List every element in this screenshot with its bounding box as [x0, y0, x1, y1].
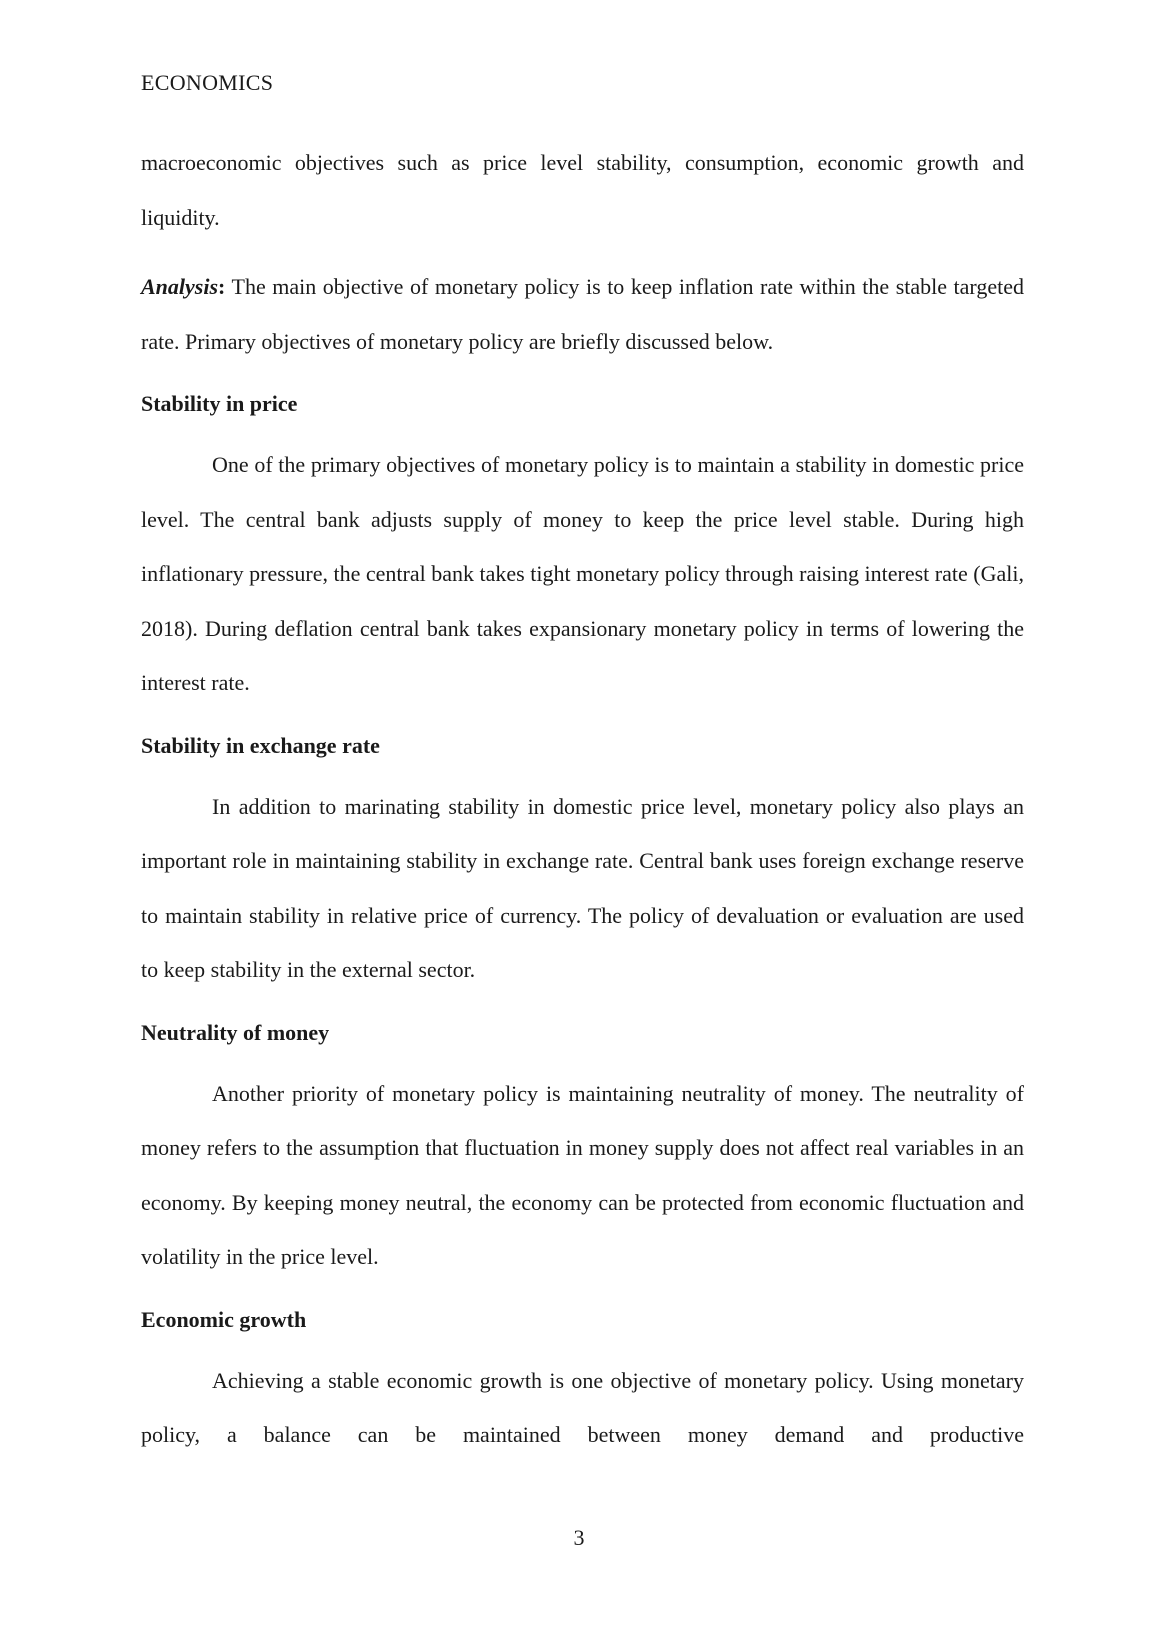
section-heading-price-stability: Stability in price [141, 391, 298, 416]
section-paragraph-exchange-rate: In addition to marinating stability in domestic price level, monetary policy also plays an important role in maintaining stability in exchange rate. Central bank uses foreign exchange reserve to maintain stability in relative price of currency. The policy of devaluation or evaluation are used to keep stability in the external sector. [141, 793, 1024, 982]
analysis-text: The main objective of monetary policy is to keep inflation rate within the stable targeted rate. Primary objectives of monetary policy are briefly discussed below. [141, 274, 1024, 354]
section-paragraph-price-stability: One of the primary objectives of monetary policy is to maintain a stability in domestic price level. The central bank adjusts supply of money to keep the price level stable. During high inflationary pressure, the central bank takes tight monetary policy through raising interest rate (Gali, 2018). During deflation central bank takes expansionary monetary policy in terms of lowering the interest rate. [141, 452, 1024, 695]
page-number: 3 [573, 1525, 585, 1550]
intro-paragraph: macroeconomic objectives such as price level stability, consumption, economic growth and liquidity. [141, 150, 1024, 230]
running-head: ECONOMICS [141, 70, 274, 95]
analysis-label: Analysis [141, 274, 219, 299]
section-paragraph-neutrality: Another priority of monetary policy is maintaining neutrality of money. The neutrality of money refers to the assumption that fluctuation in money supply does not affect real variables in an economy. By keeping money neutral, the economy can be protected from economic fluctuation and volatility in the price level. [141, 1080, 1024, 1269]
document-body [141, 136, 1024, 1463]
section-heading-neutrality: Neutrality of money [141, 1019, 330, 1045]
analysis-colon: : [218, 274, 226, 299]
section-heading-exchange-rate: Stability in exchange rate [141, 732, 380, 758]
analysis-paragraph [141, 260, 1024, 369]
section-heading-economic-growth: Economic growth [141, 1306, 307, 1332]
section-paragraph-economic-growth: Achieving a stable economic growth is one objective of monetary policy. Using monetary policy, a balance can be maintained between money demand and productive [141, 1367, 1024, 1447]
